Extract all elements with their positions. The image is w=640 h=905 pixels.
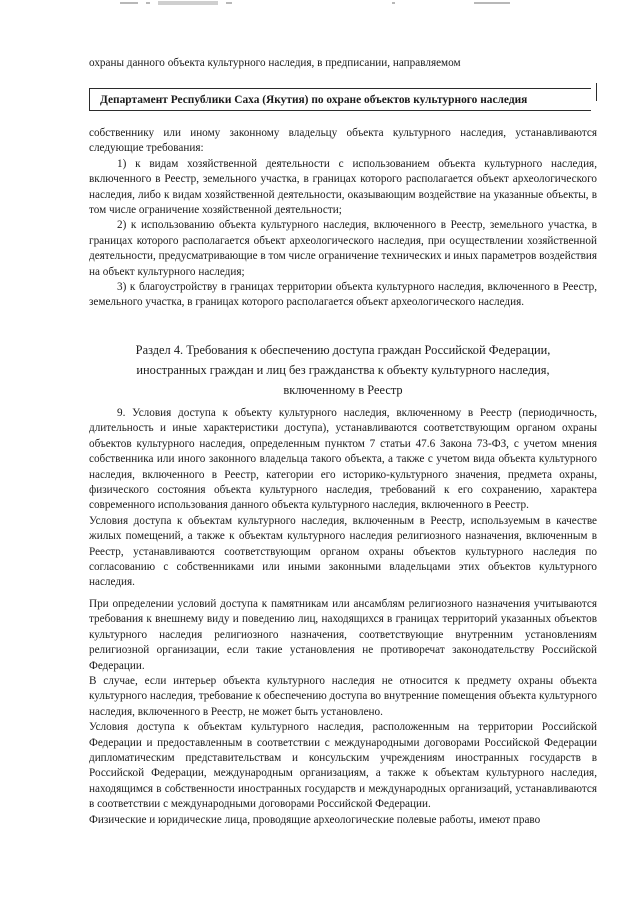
paragraph-9: 9. Условия доступа к объекту культурного наследия, включенному в Реестр (периодичность, длительность и иные характеристики доступа), устанавливаются соответствующим органом охраны объектов культурного наследия, определенным пунктом 7 статьи 47.6 Закона 73-ФЗ, с учетом мнения собственника или иного законного владельца такого объекта, а также с учетом вида объекта культурного наследия, включенного в Реестр, категории его историко-культурного значения, предмета охраны, физического состояния объекта культурного наследия, требований к его сохранению, характера современного использования данного объекта культурного наследия, включенного в Реестр. xyxy=(89,407,597,512)
requirement-item-3: 3) к благоустройству в границах территории объекта культурного наследия, включенного в Реестр, земельного участка, в границах которого располагается объект археологического наследия. xyxy=(89,281,597,309)
paragraph-residential-religious: Условия доступа к объектам культурного наследия, включенным в Реестр, используемым в качестве жилых помещений, а также к объектам культурного наследия религиозного назначения, включенным в Реестр, устанавливаются соответствующим органом охраны объектов культурного наследия по согласованию с собственниками или иными законными владельцами этих объектов культурного наследия. xyxy=(89,514,597,589)
paragraph-interior: В случае, если интерьер объекта культурного наследия не относится к предмету охраны объекта культурного наследия, требование к обеспечению доступа во внутренние помещения объекта культурного наследия, включенного в Реестр, не может быть установлено. xyxy=(89,674,597,718)
requirement-item-2: 2) к использованию объекта культурного наследия, включенного в Реестр, земельного участка, в границах которого располагается объект археологического наследия, при осуществлении хозяйственной деятельности, предусматривающие в том числе ограничение технических и иных параметров воздействия на объект культурного наследия; xyxy=(89,219,597,278)
requirement-item-1: 1) к видам хозяйственной деятельности с использованием объекта культурного наследия, включенного в Реестр, земельного участка, в границах которого располагается объект археологического наследия, либо к видам хозяйственной деятельности, оказывающим воздействие на указанные объекты, в том числе ограничение хозяйственной деятельности; xyxy=(89,157,597,217)
section-4-heading xyxy=(89,340,597,400)
section-heading-line-1: Раздел 4. Требования к обеспечению доступа граждан Российской Федерации, xyxy=(135,343,551,357)
paragraph-religious-requirements: При определении условий доступа к памятникам или ансамблям религиозного назначения учитываются требования к внешнему виду и поведению лиц, находящихся в границах территорий указанных объектов культурного наследия религиозного назначения, соответствующие внутренним установлениям религиозной организации, если такие установления не противоречат законодательству Российской Федерации. xyxy=(89,597,597,672)
scan-artifact-top xyxy=(0,0,640,10)
department-stamp-box: Департамент Республики Саха (Якутия) по охране объектов культурного наследия xyxy=(89,88,591,111)
section-heading-line-2: иностранных граждан и лиц без гражданства к объекту культурного наследия, xyxy=(136,363,550,377)
paragraph-archaeology: Физические и юридические лица, проводящие археологические полевые работы, имеют право xyxy=(89,813,541,826)
access-conditions-block xyxy=(89,406,597,828)
requirements-block xyxy=(89,126,597,311)
continuation-line: охраны данного объекта культурного наследия, в предписании, направляемом xyxy=(89,57,461,69)
section-heading-line-3: включенному в Реестр xyxy=(283,383,403,397)
paragraph-diplomatic: Условия доступа к объектам культурного наследия, расположенным на территории Российской Федерации и предоставленным в соответствии с международными договорами Российской Федерации дипломатическим представительствам и консульским учреждениям иностранных государств в Российской Федерации, международным организациям, а также к объектам культурного наследия, находящимся в собственности иностранных государств и международных организаций, устанавливаются в соответствии с международными договорами Российской Федерации. xyxy=(89,721,597,811)
requirements-intro: собственнику или иному законному владельцу объекта культурного наследия, устанавливаются следующие требования: xyxy=(89,127,597,155)
